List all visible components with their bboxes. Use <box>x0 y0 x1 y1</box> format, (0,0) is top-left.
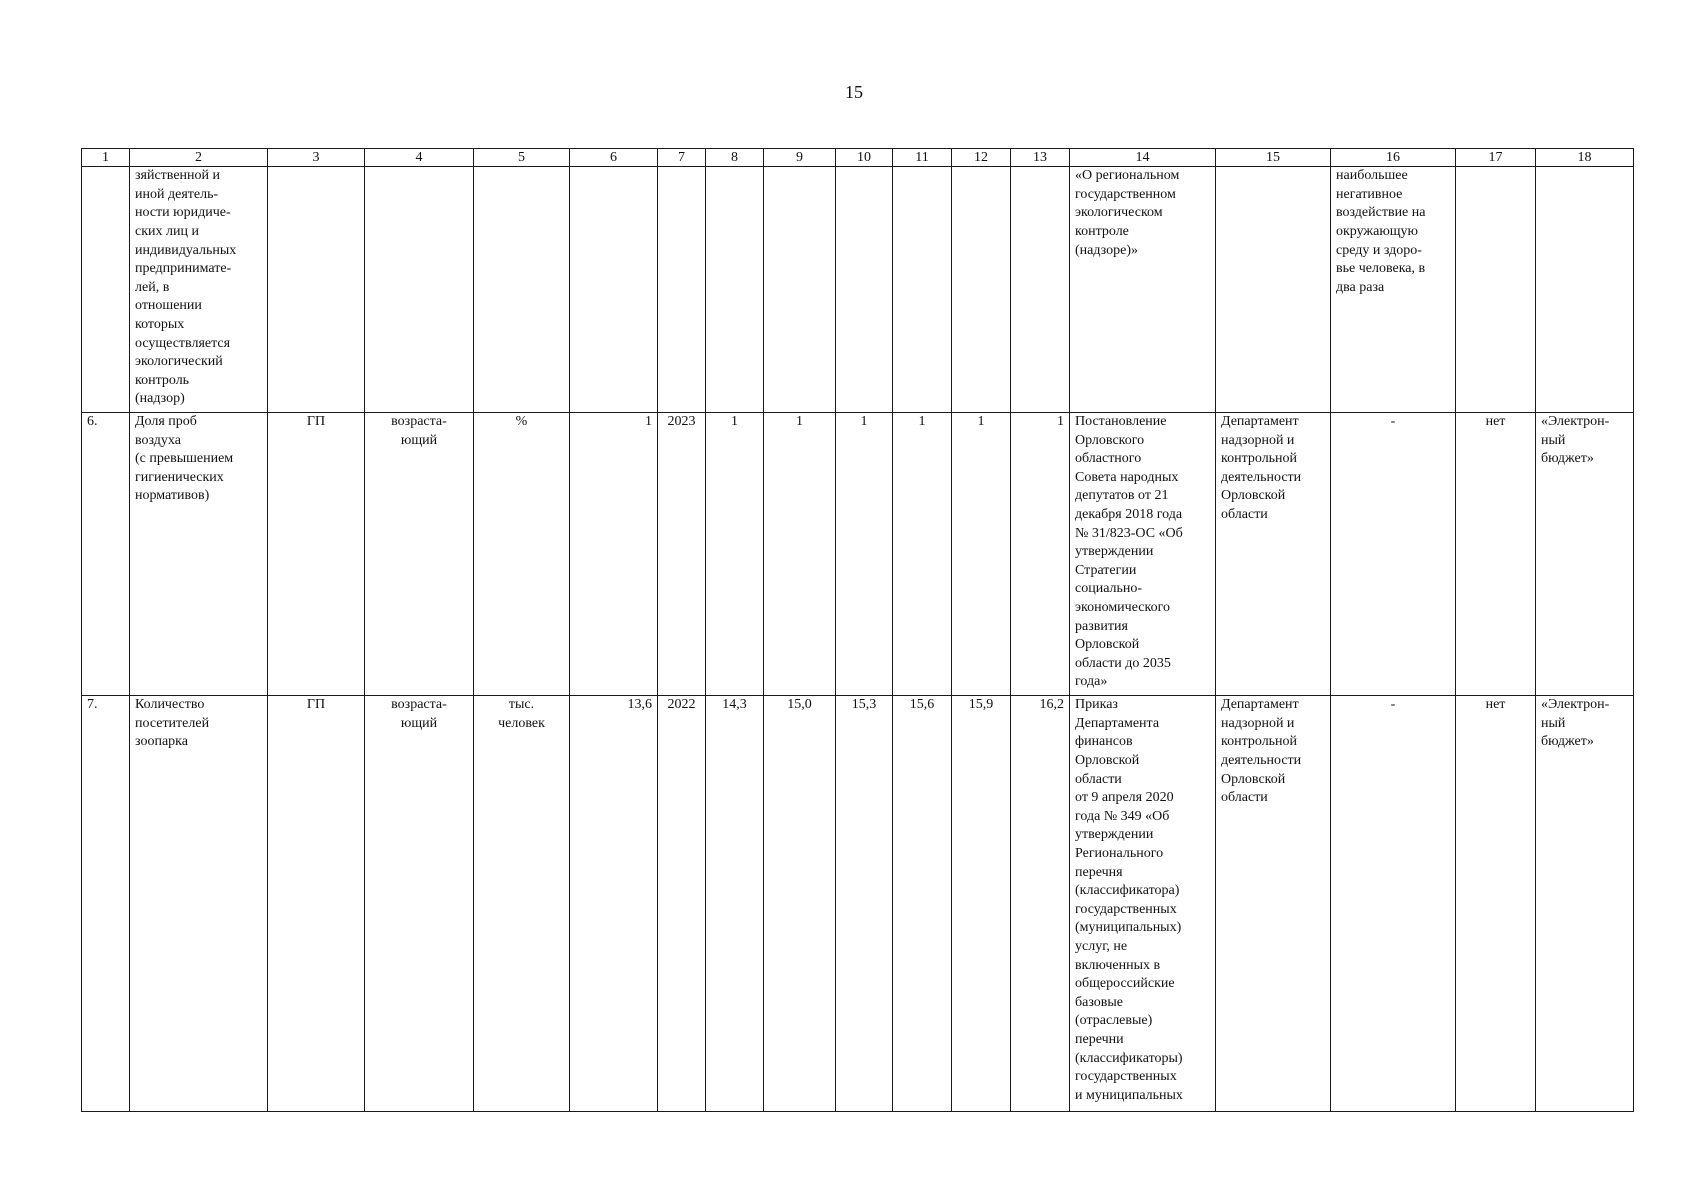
value-col-13: 1 <box>1011 413 1070 696</box>
value-col-12: 1 <box>952 413 1011 696</box>
value-col-9: 15,0 <box>764 696 836 1112</box>
responsible-body: Департамент надзорной и контрольной деятельности Орловской области <box>1216 696 1331 1112</box>
info-system: «Электрон- ный бюджет» <box>1536 696 1634 1112</box>
header-cell: 1 <box>82 149 130 167</box>
responsible-body: Департамент надзорной и контрольной деятельности Орловской области <box>1216 413 1331 696</box>
base-value <box>570 167 658 413</box>
header-cell: 13 <box>1011 149 1070 167</box>
info-system: «Электрон- ный бюджет» <box>1536 413 1634 696</box>
header-cell: 17 <box>1456 149 1536 167</box>
legal-document: Приказ Департамента финансов Орловской области от 9 апреля 2020 года № 349 «Об утверждении Регионального перечня (классификатора) государственных (муниципальных) услуг, не включенных в общероссийские базовые (отраслевые) перечни (классификаторы) государственных и муниципальных <box>1070 696 1216 1112</box>
table-row <box>82 167 1634 413</box>
indicator-name: Количество посетителей зоопарка <box>130 696 268 1112</box>
header-cell: 5 <box>474 149 570 167</box>
page-number: 15 <box>845 82 863 102</box>
value-col-9 <box>764 167 836 413</box>
value-col-10: 1 <box>836 413 893 696</box>
header-cell: 2 <box>130 149 268 167</box>
header-cell: 16 <box>1331 149 1456 167</box>
value-col-9: 1 <box>764 413 836 696</box>
header-cell: 3 <box>268 149 365 167</box>
header-cell: 8 <box>706 149 764 167</box>
base-value: 13,6 <box>570 696 658 1112</box>
value-col-12 <box>952 167 1011 413</box>
header-cell: 14 <box>1070 149 1216 167</box>
trend: возраста- ющий <box>365 413 474 696</box>
legal-document: «О региональном государственном экологическом контроле (надзоре)» <box>1070 167 1216 413</box>
note: - <box>1331 696 1456 1112</box>
value-col-10: 15,3 <box>836 696 893 1112</box>
value-col-11 <box>893 167 952 413</box>
table-row <box>82 696 1634 1112</box>
base-year: 2023 <box>658 413 706 696</box>
value-col-8 <box>706 167 764 413</box>
value-col-13: 16,2 <box>1011 696 1070 1112</box>
flag: нет <box>1456 696 1536 1112</box>
header-cell: 12 <box>952 149 1011 167</box>
indicator-name: Доля проб воздуха (с превышением гигиенических нормативов) <box>130 413 268 696</box>
unit: тыс. человек <box>474 696 570 1112</box>
value-col-11: 1 <box>893 413 952 696</box>
value-col-8: 14,3 <box>706 696 764 1112</box>
info-system <box>1536 167 1634 413</box>
value-col-12: 15,9 <box>952 696 1011 1112</box>
row-number: 7. <box>82 696 130 1112</box>
indicator-type: ГП <box>268 696 365 1112</box>
indicator-type <box>268 167 365 413</box>
header-cell: 11 <box>893 149 952 167</box>
unit: % <box>474 413 570 696</box>
indicator-name: зяйственной и иной деятель- ности юридиче- ских лиц и индивидуальных предпринимате- лей, в отношении которых осуществляется экологический контроль (надзор) <box>130 167 268 413</box>
header-cell: 18 <box>1536 149 1634 167</box>
base-year <box>658 167 706 413</box>
header-cell: 9 <box>764 149 836 167</box>
value-col-10 <box>836 167 893 413</box>
trend: возраста- ющий <box>365 696 474 1112</box>
value-col-13 <box>1011 167 1070 413</box>
note: - <box>1331 413 1456 696</box>
header-cell: 10 <box>836 149 893 167</box>
header-cell: 6 <box>570 149 658 167</box>
unit <box>474 167 570 413</box>
flag <box>1456 167 1536 413</box>
header-cell: 4 <box>365 149 474 167</box>
legal-document: Постановление Орловского областного Совета народных депутатов от 21 декабря 2018 года № 31/823-ОС «Об утверждении Стратегии социально- экономического развития Орловской области до 2035 года» <box>1070 413 1216 696</box>
trend <box>365 167 474 413</box>
responsible-body <box>1216 167 1331 413</box>
base-year: 2022 <box>658 696 706 1112</box>
value-col-8: 1 <box>706 413 764 696</box>
value-col-11: 15,6 <box>893 696 952 1112</box>
row-number: 6. <box>82 413 130 696</box>
table-row <box>82 413 1634 696</box>
indicators-table <box>81 148 1634 1112</box>
header-row <box>82 149 1634 167</box>
indicator-type: ГП <box>268 413 365 696</box>
row-number <box>82 167 130 413</box>
base-value: 1 <box>570 413 658 696</box>
header-cell: 7 <box>658 149 706 167</box>
header-cell: 15 <box>1216 149 1331 167</box>
note: наибольшее негативное воздействие на окружающую среду и здоро- вье человека, в два раза <box>1331 167 1456 413</box>
flag: нет <box>1456 413 1536 696</box>
